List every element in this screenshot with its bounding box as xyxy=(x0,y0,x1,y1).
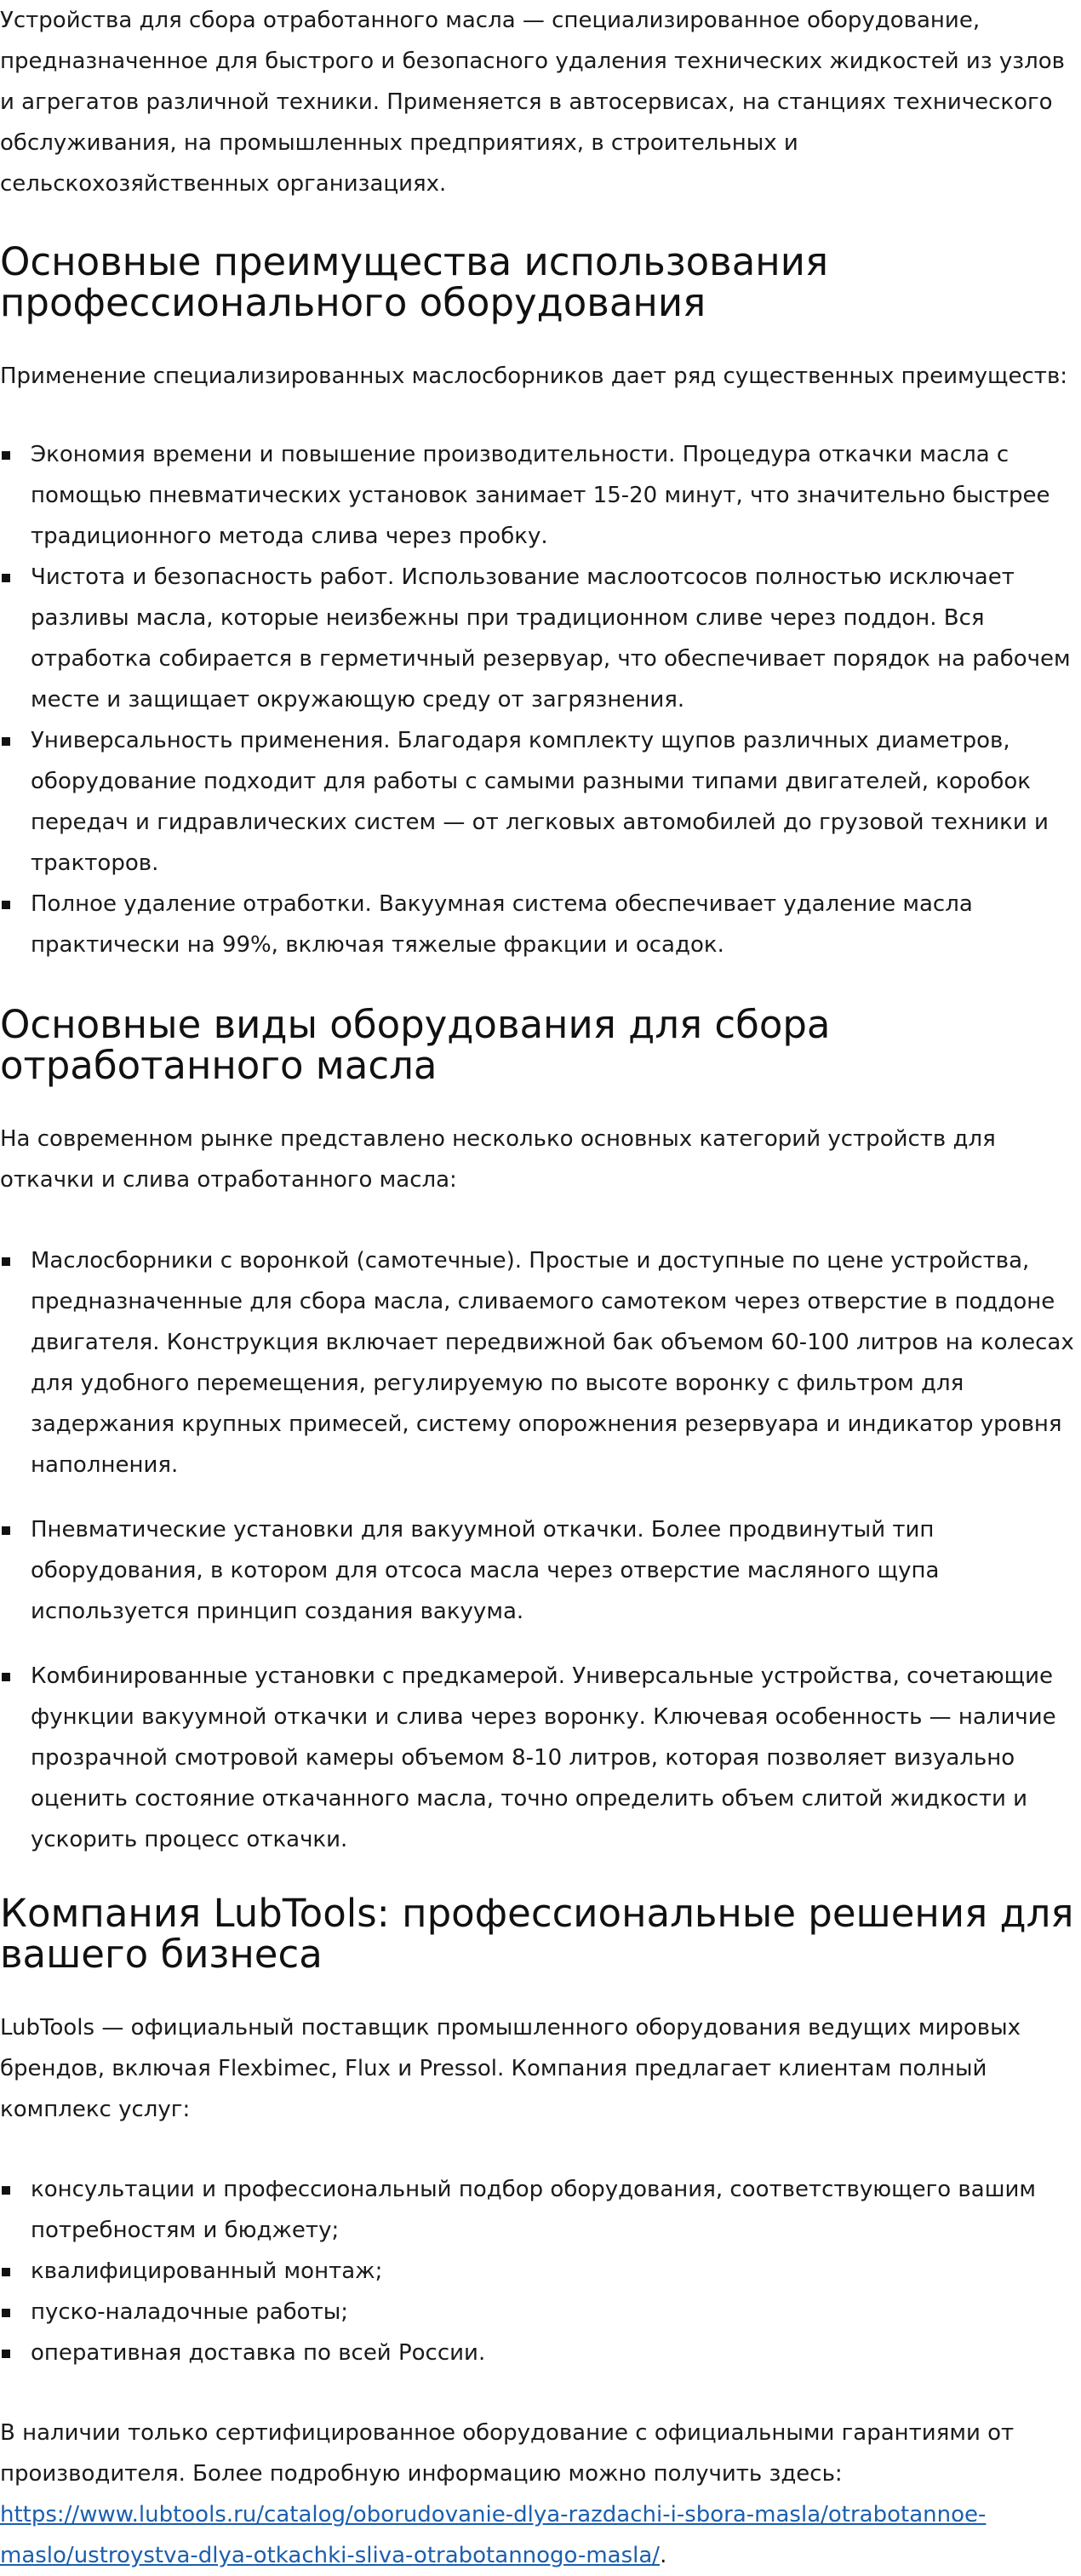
advantages-lead: Применение специализированных маслосборников дает ряд существенных преимуществ: xyxy=(0,364,1068,389)
list-item-text: Экономия времени и повышение производительности. Процедура откачки масла с помощью пневматических установок занимает 15-20 минут, что значительно быстрее традиционного метода слива через пробку. xyxy=(31,442,1050,549)
square-bullet-icon xyxy=(2,1673,10,1681)
list-item xyxy=(31,720,1074,884)
types-list xyxy=(0,1240,1074,1884)
types-heading: Основные виды оборудования для сбора отработанного масла xyxy=(0,1002,831,1088)
list-item xyxy=(31,1240,1074,1485)
square-bullet-icon xyxy=(2,2350,10,2358)
list-item xyxy=(31,2292,1074,2333)
square-bullet-icon xyxy=(2,2186,10,2195)
list-item xyxy=(31,884,1074,965)
square-bullet-icon xyxy=(2,1526,10,1535)
list-item-text: Пневматические установки для вакуумной откачки. Более продвинутый тип оборудования, в котором для отсоса масла через отверстие масляного щупа используется принцип создания вакуума. xyxy=(31,1517,940,1624)
final-text: В наличии только сертифицированное оборудование с официальными гарантиями от производителя. Более подробную информацию можно получить здесь: xyxy=(0,2420,1015,2487)
list-item-text: консультации и профессиональный подбор оборудования, соответствующего вашим потребностям и бюджету; xyxy=(31,2177,1036,2243)
list-item xyxy=(31,2333,1074,2373)
square-bullet-icon xyxy=(2,2268,10,2276)
square-bullet-icon xyxy=(2,737,10,746)
square-bullet-icon xyxy=(2,574,10,582)
square-bullet-icon xyxy=(2,1257,10,1266)
list-item-text: Чистота и безопасность работ. Использование маслоотсосов полностью исключает разливы масла, которые неизбежны при традиционном сливе через поддон. Вся отработка собирается в герметичный резервуар, что обеспечивает порядок на рабочем месте и защищает окружающую среду от загрязнения. xyxy=(31,564,1071,713)
list-item-text: Универсальность применения. Благодаря комплекту щупов различных диаметров, оборудование подходит для работы с самыми разными типами двигателей, коробок передач и гидравлических систем — от легковых автомобилей до грузовой техники и тракторов. xyxy=(31,728,1049,876)
list-item-text: Комбинированные установки с предкамерой. Универсальные устройства, сочетающие функции вакуумной откачки и слива через воронку. Ключевая особенность — наличие прозрачной смотровой камеры объемом 8-10 литров, которая позволяет визуально оценить состояние откачанного масла, точно определить объем слитой жидкости и ускорить процесс откачки. xyxy=(31,1663,1056,1852)
list-item-text: пуско-наладочные работы; xyxy=(31,2299,349,2325)
advantages-heading: Основные преимущества использования профессионального оборудования xyxy=(0,239,829,325)
square-bullet-icon xyxy=(2,451,10,460)
company-lead: LubTools — официальный поставщик промышленного оборудования ведущих мировых брендов, включая Flexbimec, Flux и Pressol. Компания предлагает клиентам полный комплекс услуг: xyxy=(0,2015,1021,2122)
intro-paragraph: Устройства для сбора отработанного масла — специализированное оборудование, предназначенное для быстрого и безопасного удаления технических жидкостей из узлов и агрегатов различной техники. Применяется в автосервисах, на станциях технического обслуживания, на промышленных предприятиях, в строительных и сельскохозяйственных организациях. xyxy=(0,8,1065,197)
list-item xyxy=(31,2169,1074,2251)
list-item xyxy=(31,1656,1074,1860)
list-item-text: Маслосборники с воронкой (самотечные). Простые и доступные по цене устройства, предназначенные для сбора масла, сливаемого самотеком через отверстие в поддоне двигателя. Конструкция включает передвижной бак объемом 60-100 литров на колесах для удобного перемещения, регулируемую по высоте воронку с фильтром для задержания крупных примесей, систему опорожнения резервуара и индикатор уровня наполнения. xyxy=(31,1248,1074,1478)
services-list xyxy=(0,2169,1074,2373)
list-item-text: Полное удаление отработки. Вакуумная система обеспечивает удаление масла практически на 99%, включая тяжелые фракции и осадок. xyxy=(31,891,973,958)
types-lead: На современном рынке представлено несколько основных категорий устройств для откачки и слива отработанного масла: xyxy=(0,1126,996,1193)
list-item-text: оперативная доставка по всей России. xyxy=(31,2340,486,2366)
list-item xyxy=(31,557,1074,720)
list-item xyxy=(31,2251,1074,2292)
list-item xyxy=(31,434,1074,557)
square-bullet-icon xyxy=(2,901,10,909)
list-item-text: квалифицированный монтаж; xyxy=(31,2258,383,2284)
company-heading: Компания LubTools: профессиональные решения для вашего бизнеса xyxy=(0,1891,1074,1977)
square-bullet-icon xyxy=(2,2309,10,2317)
catalog-link[interactable]: https://www.lubtools.ru/catalog/oborudovanie-dlya-razdachi-i-sbora-masla/otrabotannoe-maslo/ustroystva-dlya-otkachki-sliva-otrabotannogo-masla/ xyxy=(0,2502,987,2568)
list-item xyxy=(31,1509,1074,1632)
final-paragraph xyxy=(0,2413,1074,2576)
advantages-list xyxy=(0,434,1074,965)
final-period: . xyxy=(660,2543,667,2568)
